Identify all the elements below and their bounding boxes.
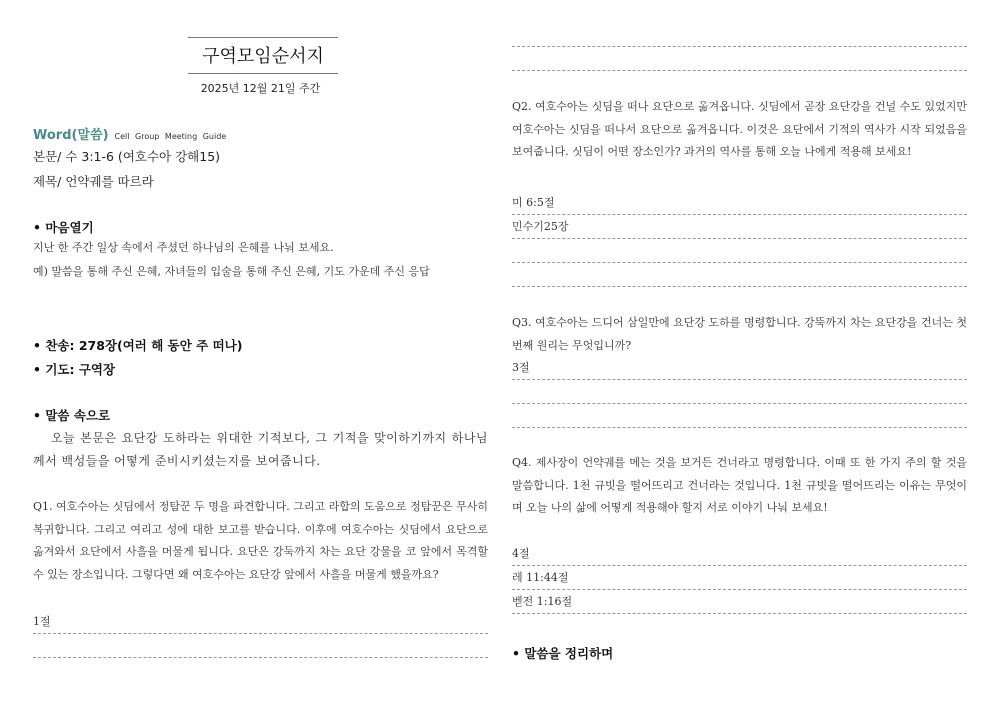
sermon-topic: 제목/ 언약궤를 따르라	[33, 174, 154, 189]
question-2-text: Q2. 여호수아는 싯딤을 떠나 요단으로 옮겨옵니다. 싯딤에서 곧장 요단강을 건널 수도 있었지만 여호수아는 싯딤을 떠나서 요단으로 옮겨옵니다. 이것은 요단에서 기적의 역사가 시작 되었음을 보여줍니다. 싯딤이 어떤 장소인가? 과거의 역사를 통해 오늘 나에게 적용해 보세요!	[512, 100, 967, 158]
opening-line-1: 지난 한 주간 일상 속에서 주셨던 하나님의 은혜를 나눠 보세요.	[33, 241, 334, 254]
question-1-ref-1[interactable]: 1절	[33, 612, 488, 634]
question-3-answer-line-2[interactable]	[512, 406, 967, 428]
question-2-ref-2[interactable]: 민수기25장	[512, 217, 967, 239]
answer-line-top-2[interactable]	[512, 49, 967, 71]
inword-heading: • 말씀 속으로	[33, 408, 111, 423]
question-1-answer-line[interactable]	[33, 636, 488, 658]
word-heading	[33, 124, 226, 143]
question-3-answer-line-1[interactable]	[512, 382, 967, 404]
question-3-ref-1[interactable]: 3절	[512, 358, 967, 380]
answer-line-top-1[interactable]	[512, 25, 967, 47]
question-3-text: Q3. 여호수아는 드디어 삼일만에 요단강 도하를 명령합니다. 강뚝까지 차는 요단강을 건너는 첫 번째 원리는 무엇입니까?	[512, 316, 967, 352]
word-subtitle: Cell Group Meeting Guide	[114, 132, 227, 141]
word-label: Word(말씀)	[33, 128, 109, 143]
prayer-line: • 기도: 구역장	[33, 362, 116, 377]
praise-line: • 찬송: 278장(여러 해 동안 주 떠나)	[33, 338, 243, 353]
page-title: 구역모임순서지	[188, 37, 338, 74]
question-4-ref-1[interactable]: 4절	[512, 544, 967, 566]
question-4-ref-2[interactable]: 레 11:44절	[512, 568, 967, 590]
question-2-answer-line-1[interactable]	[512, 241, 967, 263]
scripture-text: 본문/ 수 3:1-6 (여호수아 강해15)	[33, 149, 221, 164]
summary-heading: • 말씀을 정리하며	[512, 646, 614, 661]
inword-intro: 오늘 본문은 요단강 도하라는 위대한 기적보다, 그 기적을 맞이하기까지 하나님께서 백성들을 어떻게 준비시키셨는지를 보여줍니다.	[33, 431, 488, 468]
question-1-text: Q1. 여호수아는 싯딤에서 정탐꾼 두 명을 파견합니다. 그리고 라합의 도움으로 정탐꾼은 무사히 복귀합니다. 그리고 여리고 성에 대한 보고를 받습니다. 이후에 여호수아는 싯딤에서 요단으로 옮겨와서 요단에서 사흘을 머물게 됩니다. 요단은 강둑까지 차는 요단 강물을 코 앞에서 목격할 수 있는 장소입니다. 그렇다면 왜 여호수아는 요단강 앞에서 사흘을 머물게 했을까요?	[33, 500, 488, 581]
week-date: 2025년 12월 21일 주간	[200, 82, 321, 95]
opening-line-2: 예) 말씀을 통해 주신 은혜, 자녀들의 입술을 통해 주신 은혜, 기도 가운데 주신 응답	[33, 265, 430, 278]
question-2-answer-line-2[interactable]	[512, 265, 967, 287]
question-4-ref-3[interactable]: 벧전 1:16절	[512, 592, 967, 614]
opening-heading: • 마음열기	[33, 220, 94, 235]
question-2-ref-1[interactable]: 미 6:5절	[512, 193, 967, 215]
question-4-text: Q4. 제사장이 언약궤를 메는 것을 보거든 건너라고 명령합니다. 이때 또 한 가지 주의 할 것을 말씀합니다. 1천 규빗을 떨어뜨리고 건너라는 것입니다. 1천 규빗을 떨어뜨리는 이유는 무엇이며 오늘 나의 삶에 어떻게 적용해야 할지 서로 이야기 나눠 보세요!	[512, 456, 967, 514]
